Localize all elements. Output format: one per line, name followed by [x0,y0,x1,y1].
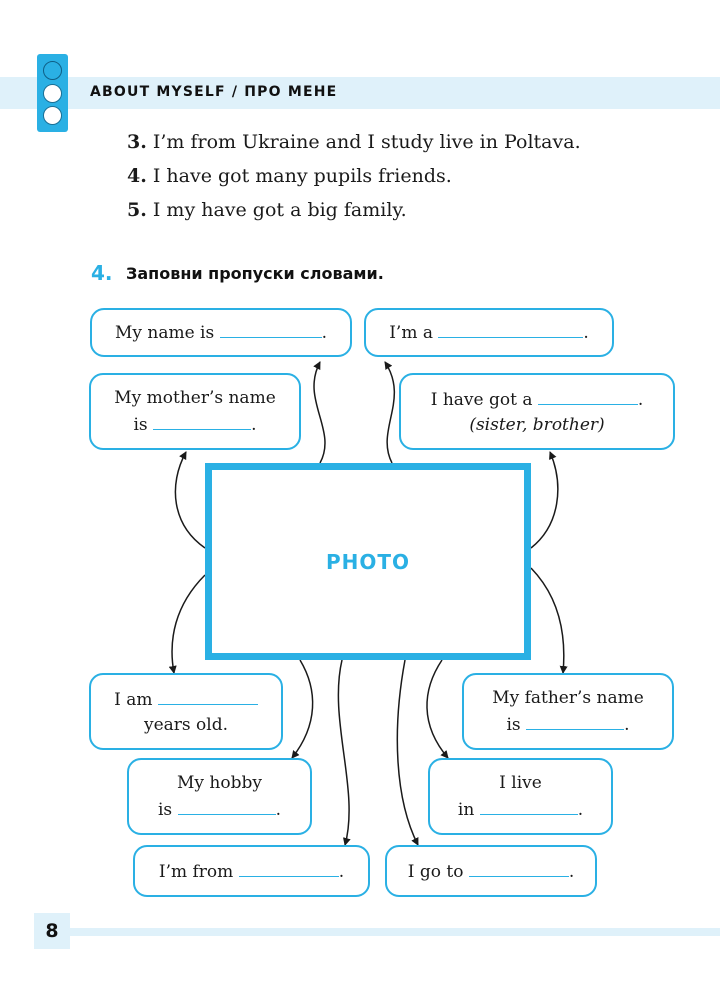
box-text: I’m a [389,323,439,343]
fill-box-have-got [399,373,675,450]
sentence-text: I have got many pupils friends. [146,165,452,187]
box-text: is [158,799,178,820]
sentence-number: 4. [127,165,147,187]
box-text: My name is [114,323,220,343]
answer-blank[interactable] [158,686,258,705]
fill-box-im-a [364,308,614,357]
arrow-to-age [172,575,205,673]
fill-box-live [428,758,613,835]
box-text: . [275,799,281,820]
sentence-text: I my have got a big family. [146,199,407,221]
sentence-text: I’m from Ukraine and I study live in Poltava. [146,131,581,153]
footer-band [70,928,720,936]
task-instruction: Заповни пропуски словами. [126,264,384,283]
arrow-to-im-a [385,362,394,463]
arrow-to-father [531,568,564,673]
answer-blank[interactable] [178,796,276,815]
fill-box-mother [89,373,301,450]
sentence-number: 5. [127,199,147,221]
fill-box-age [89,673,283,750]
sentence-number: 3. [127,131,147,153]
box-text: is [506,714,527,735]
box-text: I’m from [158,861,239,882]
arrow-to-from [338,660,349,845]
task-number: 4. [91,261,113,285]
photo-placeholder[interactable] [205,463,531,660]
answer-blank[interactable] [469,858,569,877]
arrow-to-have-got [531,452,558,548]
box-text: I live [499,772,542,793]
arrow-to-go-to [397,660,418,845]
answer-blank[interactable] [438,319,583,338]
page-number: 8 [34,913,70,949]
box-text: I go to [407,861,469,882]
fill-box-hobby [127,758,312,835]
box-text: . [321,323,328,343]
fill-box-name [90,308,352,357]
answer-blank[interactable] [480,796,578,815]
box-text: My hobby [177,772,262,793]
answer-blank[interactable] [538,386,638,405]
arrow-to-mother [175,452,205,548]
answer-blank[interactable] [153,411,251,430]
fill-box-father [462,673,674,750]
box-text: . [637,389,644,410]
box-text: . [251,414,257,435]
box-text: . [568,861,575,882]
box-text: I am [114,689,158,710]
box-text: . [577,799,584,820]
answer-blank[interactable] [220,319,322,338]
box-text: My father’s name [492,687,644,708]
arrow-to-live [427,660,448,758]
answer-blank[interactable] [239,858,339,877]
box-text: I have got a [430,389,538,410]
box-text: years old. [143,714,228,735]
box-text: is [133,414,154,435]
arrow-to-name [314,362,325,463]
box-text: . [624,714,630,735]
hint-text: (sister, brother) [469,414,605,435]
box-text: in [457,799,480,820]
fill-box-go-to [385,845,597,897]
box-text: . [338,861,345,882]
answer-blank[interactable] [526,711,624,730]
box-text: . [583,323,589,343]
fill-box-from [133,845,370,897]
section-title: ABOUT MYSELF / ПРО МЕНЕ [90,84,338,100]
photo-label: PHOTO [325,549,411,574]
box-text: My mother’s name [114,387,276,408]
arrow-to-hobby [292,660,313,758]
